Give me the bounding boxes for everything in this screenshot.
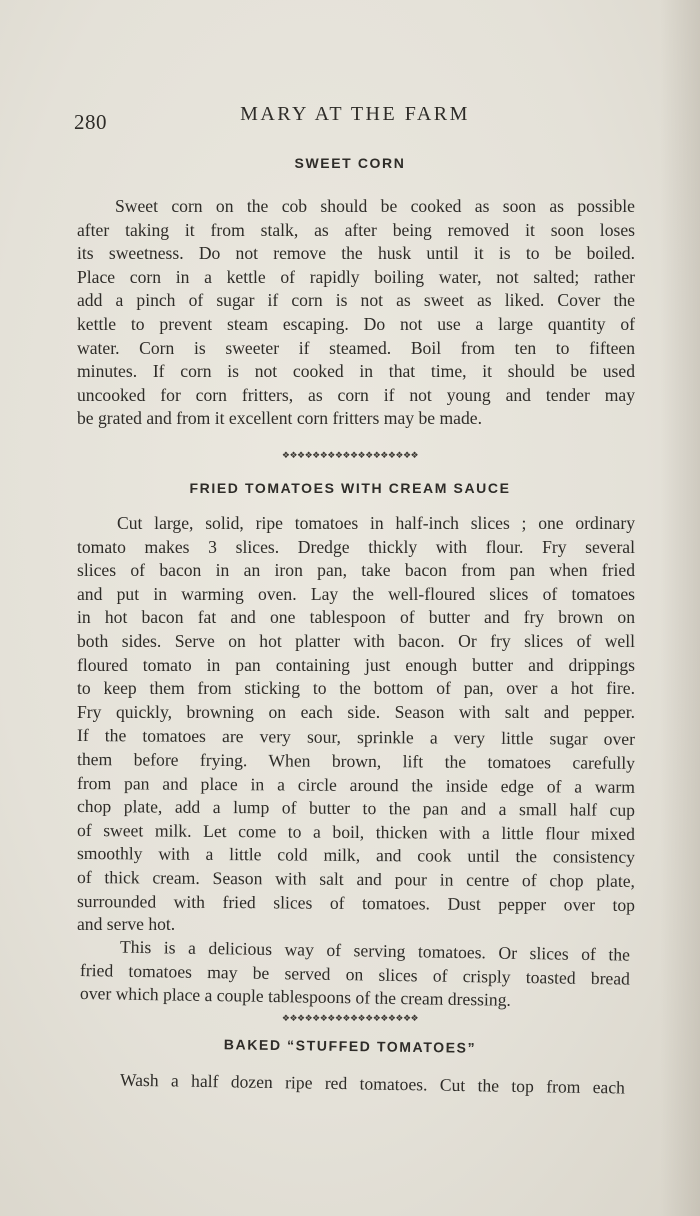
text-line: uncooked for corn fritters, as corn if not young and tender may	[77, 384, 635, 405]
running-head: MARY AT THE FARM	[240, 103, 470, 125]
text-line: both sides. Serve on hot platter with bacon. Or fry slices of well	[77, 630, 635, 651]
text-line: This is a delicious way of serving tomatoes. Or slices of the	[119, 936, 631, 965]
paragraph-fried-tomatoes	[77, 512, 635, 937]
text-line: Wash a half dozen ripe red tomatoes. Cut the top from each	[119, 1069, 626, 1098]
text-line: from pan and place in a circle around the inside edge of a warm	[76, 772, 636, 797]
text-line: of thick cream. Season with salt and pour in centre of chop plate,	[76, 866, 636, 891]
text-line: surrounded with fried slices of tomatoes. Dust pepper over top	[76, 890, 636, 915]
text-line: Cut large, solid, ripe tomatoes in half-inch slices ; one ordinary	[117, 513, 635, 533]
text-line: Fry quickly, browning on each side. Season with salt and pepper.	[77, 701, 635, 722]
text-line: over which place a couple tablespoons of the cream dressing.	[79, 983, 512, 1010]
ornament-divider: ❖❖❖❖❖❖❖❖❖❖❖❖❖❖❖❖❖❖	[281, 450, 419, 460]
text-line: and put in warming oven. Lay the well-floured slices of tomatoes	[77, 583, 635, 604]
text-line: and serve hot.	[77, 914, 176, 935]
paragraph-serving-note	[79, 935, 631, 1010]
text-line: its sweetness. Do not remove the husk until it is to be boiled.	[77, 243, 635, 264]
text-line: in hot bacon fat and one tablespoon of butter and fry brown on	[77, 607, 635, 628]
text-line: chop plate, add a lump of butter to the pan and a small half cup	[76, 796, 636, 821]
text-line: of sweet milk. Let come to a boil, thicken with a little flour mixed	[76, 819, 636, 844]
text-line: Place corn in a kettle of rapidly boiling water, not salted; rather	[77, 266, 635, 287]
ornament-divider: ❖❖❖❖❖❖❖❖❖❖❖❖❖❖❖❖❖❖	[281, 1013, 419, 1023]
text-line: water. Corn is sweeter if steamed. Boil from ten to fifteen	[77, 337, 635, 358]
text-line: fried tomatoes may be served on slices of crisply toasted bread	[79, 959, 631, 989]
text-line: them before frying. When brown, lift the tomatoes carefully	[76, 748, 636, 773]
text-line: Sweet corn on the cob should be cooked as soon as possible	[115, 196, 635, 216]
text-line: be grated and from it excellent corn fritters may be made.	[77, 408, 482, 429]
page-number: 280	[74, 110, 107, 134]
text-line: slices of bacon in an iron pan, take bacon from pan when fried	[77, 560, 635, 581]
section-title-fried-tomatoes: FRIED TOMATOES WITH CREAM SAUCE	[189, 480, 511, 496]
text-line: kettle to prevent steam escaping. Do not use a large quantity of	[77, 313, 635, 334]
text-line: to keep them from sticking to the bottom of pan, over a hot fire.	[77, 678, 635, 699]
text-line: If the tomatoes are very sour, sprinkle a very little sugar over	[76, 725, 636, 750]
paragraph-baked-tomatoes	[80, 1068, 626, 1098]
text-line: floured tomato in pan containing just enough butter and drippings	[77, 654, 635, 675]
text-line: after taking it from stalk, as after being removed it soon loses	[77, 219, 635, 240]
section-title-sweet-corn: SWEET CORN	[294, 155, 406, 171]
paragraph-sweet-corn	[77, 195, 635, 431]
text-line: minutes. If corn is not cooked in that time, it should be used	[77, 361, 635, 382]
text-line: smoothly with a little cold milk, and cook until the consistency	[76, 843, 636, 868]
text-line: tomato makes 3 slices. Dredge thickly with flour. Fry several	[77, 536, 635, 557]
section-title-baked-stuffed-tomatoes: BAKED “STUFFED TOMATOES”	[223, 1036, 477, 1056]
text-line: add a pinch of sugar if corn is not as sweet as liked. Cover the	[77, 290, 635, 311]
